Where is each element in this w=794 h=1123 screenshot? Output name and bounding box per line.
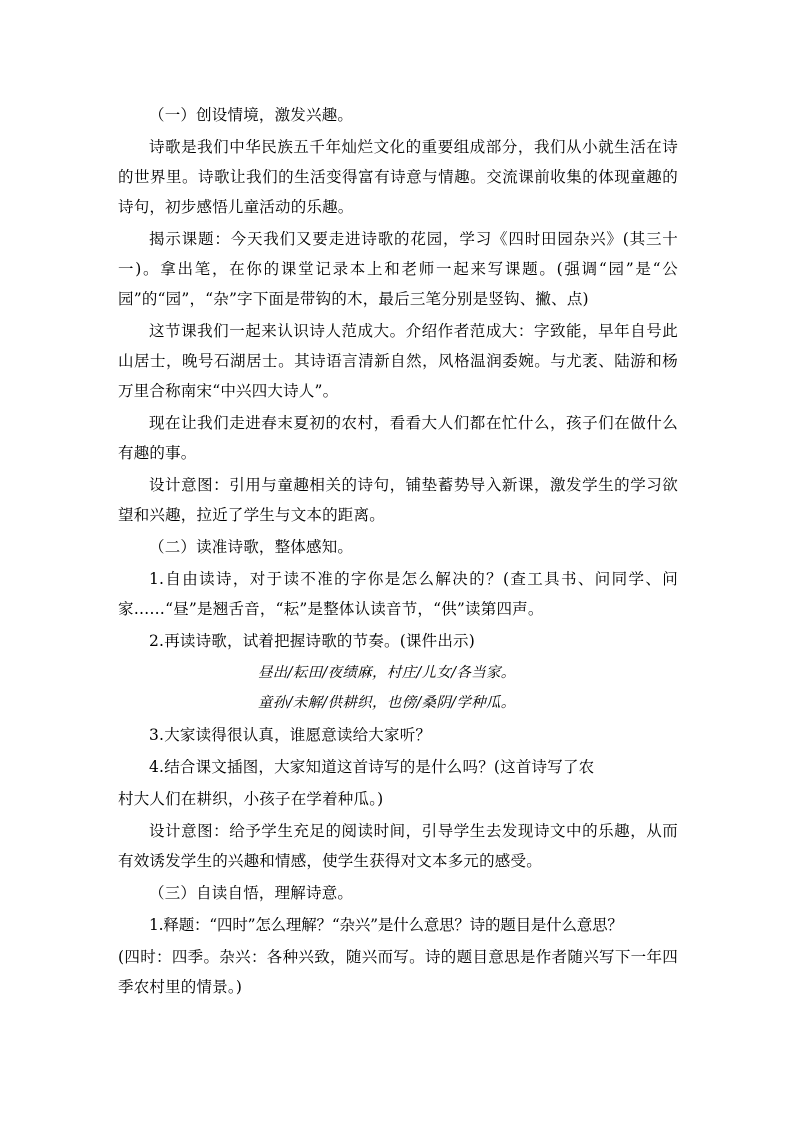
paragraph-step-4-continuation: 村大人们在耕织，小孩子在学着种瓜。): [118, 790, 384, 808]
paragraph-topic: 揭示课题：今天我们又要走进诗歌的花园，学习《四时田园杂兴》(其三十一)。拿出笔，在你的课堂记录本上和老师一起来写课题。(强调“园”是“公园”的“园”，“杂”字下面是带钩的木，最后三笔分别是竖钩、撇、点): [118, 230, 678, 308]
paragraph-village: 现在让我们走进春末夏初的农村，看看大人们都在忙什么，孩子们在做什么有趣的事。: [118, 414, 678, 462]
paragraph-intro: 诗歌是我们中华民族五千年灿烂文化的重要组成部分，我们从小就生活在诗的世界里。诗歌让我们的生活变得富有诗意与情趣。交流课前收集的体现童趣的诗句，初步感悟儿童活动的乐趣。: [118, 138, 678, 216]
poem-block: [118, 658, 678, 718]
paragraph-title-answer: (四时：四季。杂兴：各种兴致，随兴而写。诗的题目意思是作者随兴写下一年四季农村里的情景。): [118, 948, 678, 996]
paragraph-author: 这节课我们一起来认识诗人范成大。介绍作者范成大：字致能，早年自号此山居士，晚号石湖居士。其诗语言清新自然，风格温润委婉。与尤袤、陆游和杨万里合称南宋“中兴四大诗人”。: [118, 322, 678, 400]
paragraph-step-3: 3.大家读得很认真，谁愿意读给大家听？: [149, 726, 432, 744]
paragraph-design-intent-2: 设计意图：给予学生充足的阅读时间，引导学生去发现诗文中的乐趣，从而有效诱发学生的兴趣和情感，使学生获得对文本多元的感受。: [118, 822, 678, 870]
paragraph-step-2: 2.再读诗歌，试着把握诗歌的节奏。(课件出示): [149, 632, 475, 650]
document-body: [118, 98, 678, 1004]
section-heading-3: （三）自读自悟，理解诗意。: [149, 884, 354, 902]
section-heading-2: （二）读准诗歌，整体感知。: [149, 538, 354, 556]
paragraph-design-intent-1: 设计意图：引用与童趣相关的诗句，铺垫蓄势导入新课，激发学生的学习欲望和兴趣，拉近了学生与文本的距离。: [118, 476, 678, 524]
paragraph-step-4: 4.结合课文插图，大家知道这首诗写的是什么吗？(这首诗写了农: [149, 758, 595, 776]
section-heading-1: （一）创设情境，激发兴趣。: [149, 106, 354, 124]
paragraph-step-1: 1.自由读诗，对于读不准的字你是怎么解决的？(查工具书、问同学、问家……“昼”是翘舌音，“耘”是整体认读音节，“供”读第四声。: [118, 570, 678, 618]
poem-line-2: 童孙/未解/供耕织，也傍/桑阴/学种瓜。: [258, 695, 516, 711]
paragraph-title-explain: 1.释题：“四时”怎么理解？“杂兴”是什么意思？诗的题目是什么意思？: [149, 916, 623, 934]
poem-line-1: 昼出/耘田/夜绩麻，村庄/儿女/各当家。: [258, 665, 516, 681]
